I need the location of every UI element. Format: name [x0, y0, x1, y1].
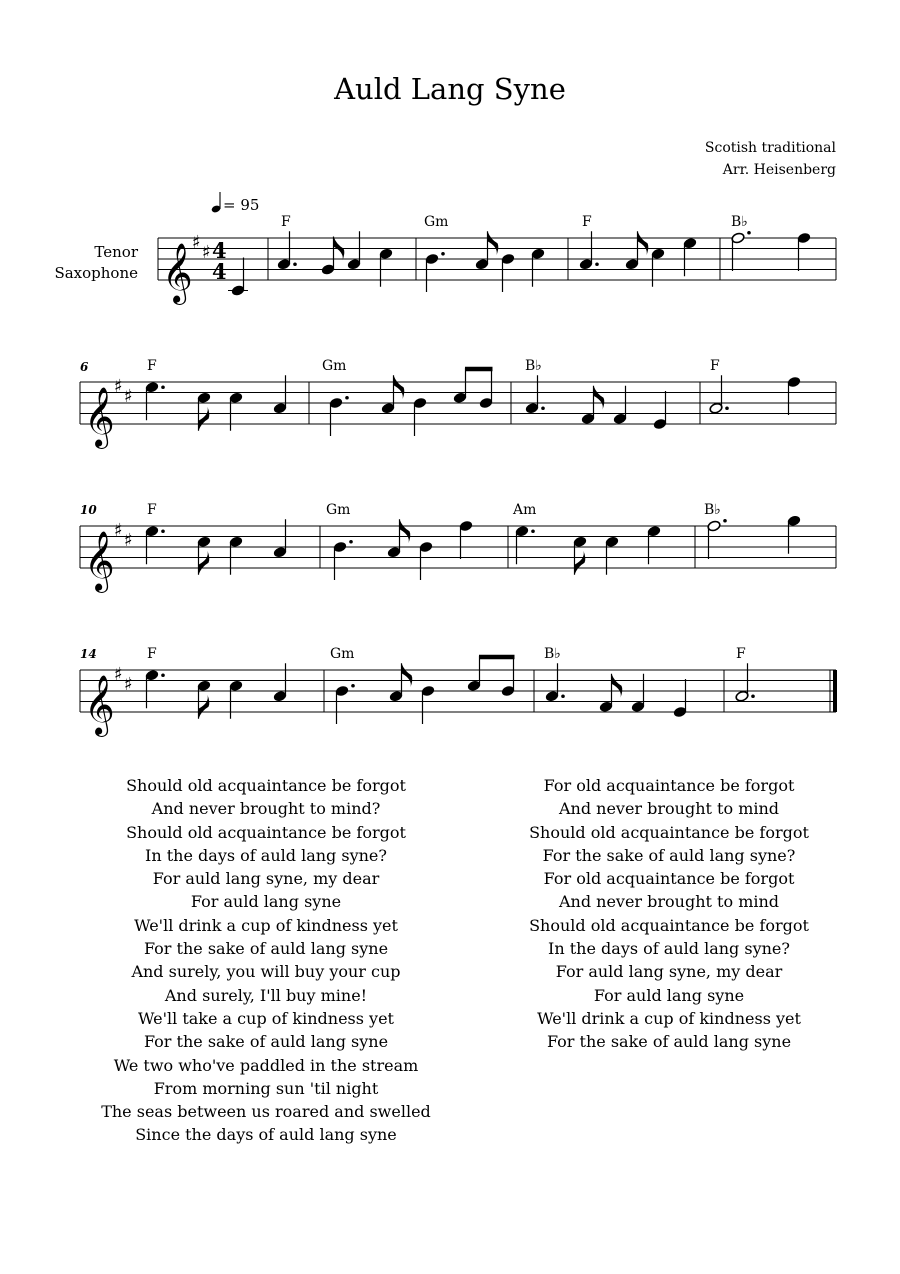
lyric-line: For auld lang syne: [190, 892, 342, 912]
augmentation-dot: [723, 519, 727, 523]
augmentation-dot: [345, 396, 349, 400]
augmentation-dot: [161, 529, 165, 533]
augmentation-dot: [293, 262, 297, 266]
chord-symbol: Gm: [424, 214, 449, 230]
lyrics-column-right: [504, 774, 834, 1054]
measure-number: 10: [80, 503, 97, 517]
final-barline: [833, 670, 837, 712]
lyric-line: Should old acquaintance be forgot: [529, 822, 809, 842]
lyric-line: For old acquaintance be forgot: [543, 869, 795, 889]
augmentation-dot: [747, 231, 751, 235]
sharp-icon: ♯: [202, 242, 211, 263]
augmentation-dot: [725, 406, 729, 410]
measure-number: 6: [80, 360, 89, 374]
chord-symbol: Gm: [326, 502, 351, 518]
lyric-line: For old acquaintance be forgot: [543, 776, 795, 795]
note-flag: [199, 551, 210, 575]
lyric-line: Should old acquaintance be forgot: [529, 915, 809, 935]
lyric-line: And surely, you will buy your cup: [131, 962, 401, 982]
treble-clef-icon: 𝄞: [84, 675, 115, 735]
augmentation-dot: [531, 529, 535, 533]
augmentation-dot: [351, 684, 355, 688]
treble-clef-icon: 𝄞: [84, 531, 115, 591]
lyric-line: For auld lang syne: [593, 985, 745, 1005]
lyric-line: And never brought to mind?: [151, 799, 381, 819]
sharp-icon: ♯: [114, 520, 123, 541]
augmentation-dot: [161, 673, 165, 677]
augmentation-dot: [349, 540, 353, 544]
augmentation-dot: [441, 252, 445, 256]
measure-number: 14: [80, 647, 97, 661]
chord-symbol: F: [736, 646, 746, 662]
lyric-line: For the sake of auld lang syne?: [542, 845, 796, 865]
note-flag: [199, 407, 210, 431]
lyric-line: For the sake of auld lang syne: [143, 1032, 389, 1052]
instrument-name-line-1: Tenor: [94, 243, 138, 261]
lyric-line: For the sake of auld lang syne: [546, 1032, 792, 1052]
lyric-line: For auld lang syne, my dear: [152, 869, 380, 889]
augmentation-dot: [595, 262, 599, 266]
sharp-icon: ♯: [114, 664, 123, 685]
page-title: Auld Lang Syne: [334, 72, 566, 106]
lyric-line: Should old acquaintance be forgot: [126, 822, 406, 842]
note-flag: [638, 231, 649, 255]
time-signature-top: 4: [212, 238, 227, 263]
sharp-icon: ♯: [124, 386, 133, 407]
lyrics-column-left: [101, 774, 431, 1147]
lyric-line: In the days of auld lang syne?: [145, 845, 387, 865]
lyric-line: We two who've paddled in the stream: [113, 1055, 419, 1075]
augmentation-dot: [161, 385, 165, 389]
note-flag: [394, 375, 405, 399]
sharp-icon: ♯: [124, 674, 133, 695]
instrument-name-line-2: Saxophone: [54, 264, 138, 282]
lyric-line: Should old acquaintance be forgot: [126, 776, 406, 795]
sharp-icon: ♯: [192, 232, 201, 253]
composer-credit: Scotish traditional: [704, 140, 836, 156]
chord-symbol: B♭: [731, 214, 748, 230]
augmentation-dot: [561, 694, 565, 698]
sharp-icon: ♯: [114, 376, 123, 397]
lyric-line: For auld lang syne, my dear: [555, 962, 783, 982]
notation-layer: [80, 192, 837, 737]
note-flag: [488, 231, 499, 255]
chord-symbol: B♭: [704, 502, 721, 518]
chord-symbol: F: [147, 646, 157, 662]
lyric-line: Since the days of auld lang syne: [135, 1125, 397, 1145]
lyric-line: And never brought to mind: [558, 799, 780, 819]
note-flag: [402, 663, 413, 687]
chord-symbol: B♭: [544, 646, 561, 662]
chord-symbol: F: [147, 502, 157, 518]
note-flag: [612, 674, 623, 698]
lyric-line: We'll drink a cup of kindness yet: [134, 915, 398, 935]
arranger-credit: Arr. Heisenberg: [722, 162, 836, 178]
chord-symbol: F: [147, 358, 157, 374]
note-flag: [199, 695, 210, 719]
lyric-line: From morning sun 'til night: [153, 1078, 379, 1098]
treble-clef-icon: 𝄞: [162, 243, 193, 303]
chord-symbol: Gm: [322, 358, 347, 374]
chord-symbol: F: [710, 358, 720, 374]
note-beam: [479, 655, 515, 660]
lyric-line: We'll take a cup of kindness yet: [138, 1008, 394, 1028]
lyric-line: In the days of auld lang syne?: [548, 939, 790, 959]
note-flag: [575, 551, 586, 575]
augmentation-dot: [751, 694, 755, 698]
chord-symbol: F: [281, 214, 291, 230]
tempo-value: = 95: [223, 196, 260, 214]
note-flag: [594, 386, 605, 410]
time-signature-bottom: 4: [212, 259, 227, 284]
treble-clef-icon: 𝄞: [84, 387, 115, 447]
sharp-icon: ♯: [124, 530, 133, 551]
chord-symbol: F: [582, 214, 592, 230]
note-beam: [465, 367, 493, 372]
lyric-line: The seas between us roared and swelled: [101, 1102, 431, 1122]
lyric-line: And surely, I'll buy mine!: [164, 985, 368, 1005]
chord-symbol: B♭: [525, 358, 542, 374]
lyric-line: For the sake of auld lang syne: [143, 939, 389, 959]
note-flag: [400, 519, 411, 543]
chord-symbol: Gm: [330, 646, 355, 662]
lyric-line: And never brought to mind: [558, 892, 780, 912]
lyric-line: We'll drink a cup of kindness yet: [537, 1008, 801, 1028]
augmentation-dot: [541, 406, 545, 410]
chord-symbol: Am: [513, 502, 537, 518]
